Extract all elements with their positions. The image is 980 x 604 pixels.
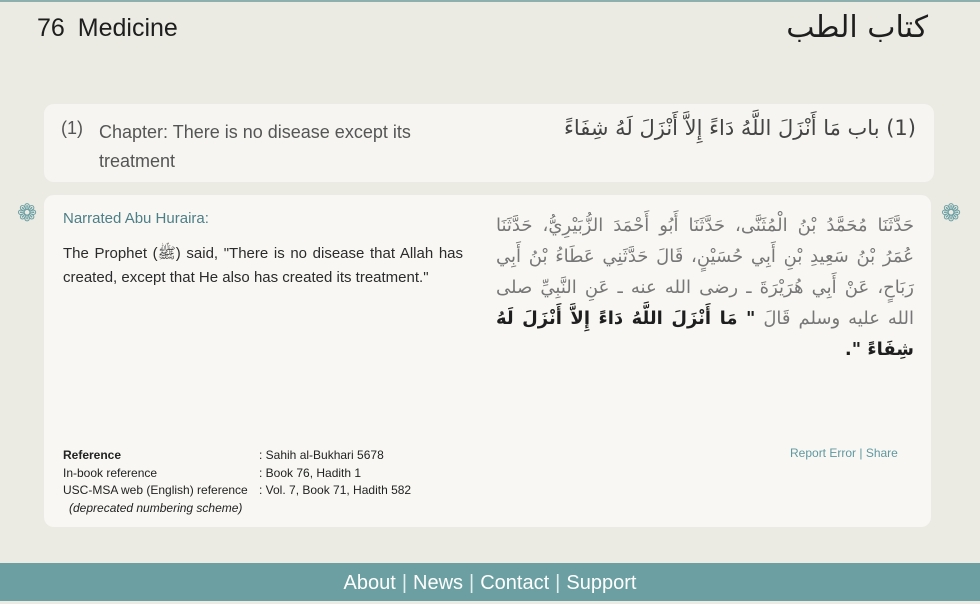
hadith-text-ar (496, 210, 914, 365)
reference-value: : Sahih al-Bukhari 5678 (259, 448, 384, 462)
in-book-reference-value: : Book 76, Hadith 1 (259, 465, 362, 480)
chapter-box (44, 104, 934, 182)
footer-separator: | (401, 572, 408, 594)
in-book-reference-label: In-book reference (63, 465, 158, 480)
reference-row (63, 465, 411, 483)
footer-link-contact[interactable]: Contact (480, 572, 550, 594)
share-link[interactable]: Share (865, 446, 898, 460)
footer (0, 563, 980, 601)
chapter-title-en: Chapter: There is no disease except its treatment (99, 122, 411, 171)
reference-table (63, 447, 411, 517)
rosette-ornament-icon: ❁ (16, 199, 38, 227)
hadith-matn-ar: " مَا أَنْزَلَ اللَّهُ دَاءً إِلاَّ أَنْزَلَ لَهُ شِفَاءً ". (496, 308, 914, 360)
hadith-isnad-ar: حَدَّثَنَا مُحَمَّدُ بْنُ الْمُثَنَّى، حَدَّثَنَا أَبُو أَحْمَدَ الزُّبَيْرِيُّ، حَدَّثَنَا عُمَرُ بْنُ سَعِيدِ بْنِ أَبِي حُسَيْنٍ، قَالَ حَدَّثَنِي عَطَاءُ بْنُ أَبِي رَبَاحٍ، عَنْ أَبِي هُرَيْرَةَ ـ رضى الله عنه ـ عَنِ النَّبِيِّ صلى الله عليه وسلم قَالَ (496, 215, 914, 329)
footer-link-about[interactable]: About (343, 572, 396, 594)
footer-separator: | (555, 572, 561, 594)
usc-msa-reference-label: USC-MSA web (English) reference (63, 483, 248, 497)
hadith-actions (790, 446, 898, 460)
book-title-ar: كتاب الطب (786, 10, 928, 45)
report-error-link[interactable]: Report Error (790, 446, 857, 460)
footer-nav (0, 563, 980, 604)
reference-row (63, 447, 411, 465)
usc-msa-reference-value: : Vol. 7, Book 71, Hadith 582 (259, 483, 412, 497)
book-name-en: Medicine (77, 14, 178, 42)
action-separator: | (856, 446, 866, 460)
rosette-ornament-icon: ❁ (940, 199, 962, 227)
chapter-number: (1) (61, 118, 83, 138)
footer-link-news[interactable]: News (413, 572, 464, 594)
hadith-container (44, 195, 931, 527)
footer-link-support[interactable]: Support (566, 572, 637, 594)
book-number: 76 (37, 14, 65, 42)
footer-separator: | (469, 572, 475, 594)
hadith-text-en: The Prophet (ﷺ) said, "There is no disease that Allah has created, except that He also has created its treatment." (63, 245, 463, 286)
hadith-narrator: Narrated Abu Huraira: (63, 210, 209, 227)
reference-label: Reference (63, 448, 122, 462)
book-title-en (37, 14, 178, 43)
chapter-title-ar: (1) باب مَا أَنْزَلَ اللَّهُ دَاءً إِلاَّ أَنْزَلَ لَهُ شِفَاءً (563, 116, 916, 140)
reference-row (63, 482, 411, 500)
deprecated-numbering-note: (deprecated numbering scheme) (69, 500, 243, 515)
book-header (0, 2, 980, 54)
